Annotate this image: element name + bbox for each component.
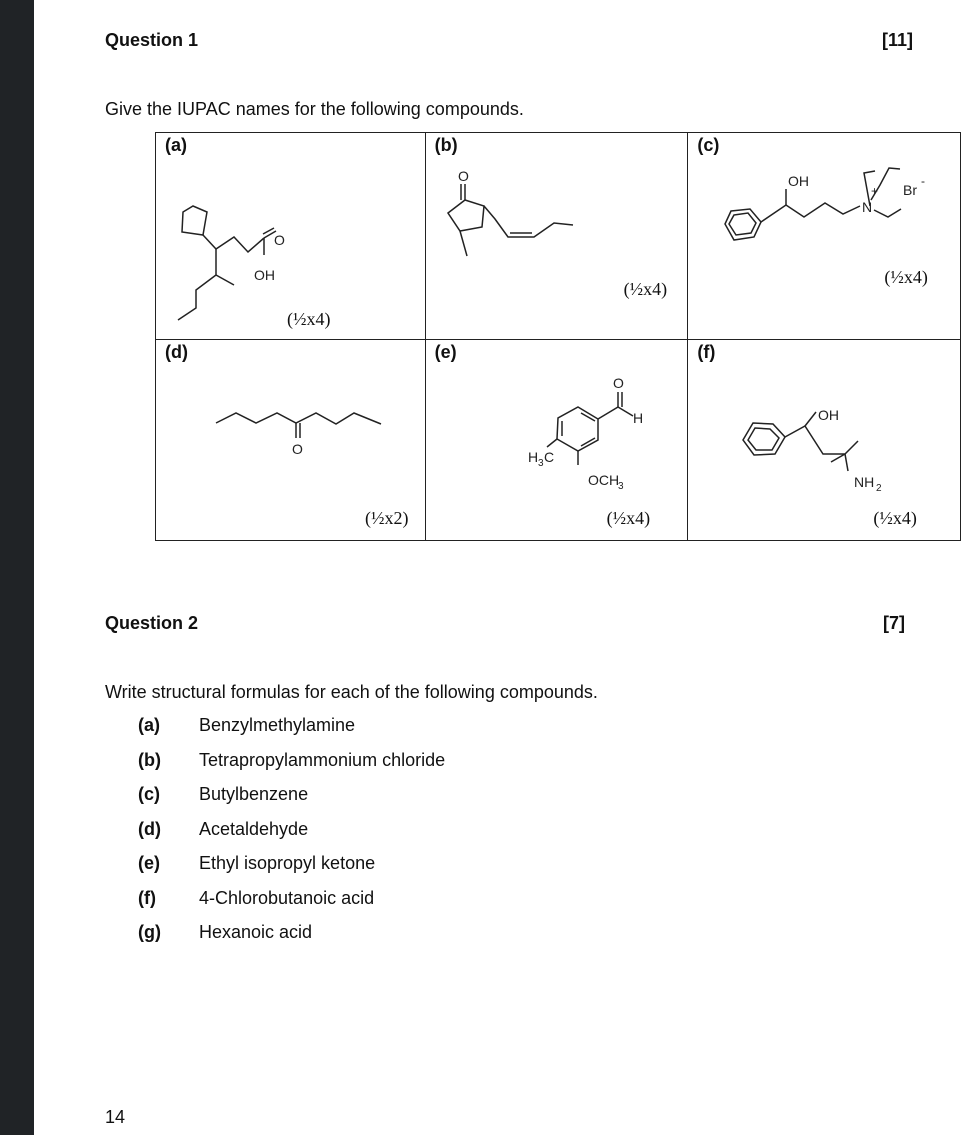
list-item-text: Butylbenzene xyxy=(199,784,309,804)
list-item-label: (g) xyxy=(138,922,161,942)
atom-c-plus: + xyxy=(871,184,879,198)
cell-d-marks: (½x2) xyxy=(365,508,409,528)
question-2-title: Question 2 xyxy=(105,613,199,633)
question-2-instruction: Write structural formulas for each of the following compounds. xyxy=(105,682,598,702)
list-item xyxy=(138,715,445,750)
cell-c xyxy=(688,133,961,340)
list-item-text: Acetaldehyde xyxy=(199,818,309,839)
cell-a xyxy=(156,133,426,340)
atom-e-o: O xyxy=(612,375,624,391)
atom-e-och: OCH xyxy=(587,472,619,488)
cell-b-marks: (½x4) xyxy=(623,279,668,299)
cell-a-label: (a) xyxy=(165,135,187,155)
atom-e-h3c-sub: 3 xyxy=(537,458,544,469)
list-item xyxy=(138,750,445,785)
atom-f-nh: NH xyxy=(854,474,875,490)
compounds-table xyxy=(155,132,961,541)
atom-e-h3c-c: C xyxy=(543,449,554,465)
atom-c-n: N xyxy=(862,199,873,215)
cell-f-label: (f) xyxy=(697,342,716,362)
list-item-text: Hexanoic acid xyxy=(199,922,313,942)
atom-e-h: H xyxy=(632,410,643,426)
question-2-marks: [7] xyxy=(883,613,905,633)
cell-d-label: (d) xyxy=(165,342,188,362)
structure-f xyxy=(688,340,960,540)
list-item xyxy=(138,853,445,888)
atom-d-o: O xyxy=(292,441,303,457)
cell-e-marks: (½x4) xyxy=(606,508,651,528)
atom-e-och3-sub: 3 xyxy=(617,481,624,492)
atom-f-oh: OH xyxy=(818,407,840,423)
atom-a-carbonyl-o: O xyxy=(274,232,285,248)
atom-e-h3c-h: H xyxy=(527,449,538,465)
list-item-text: Tetrapropylammonium chloride xyxy=(199,749,446,770)
structure-c xyxy=(688,133,960,339)
question-1-title: Question 1 xyxy=(105,30,199,50)
cell-e-label: (e) xyxy=(434,342,457,362)
cell-d xyxy=(156,340,426,541)
cell-a-marks: (½x4) xyxy=(287,309,331,329)
list-item xyxy=(138,784,445,819)
list-item-label: (f) xyxy=(138,887,156,908)
cell-c-label: (c) xyxy=(697,135,720,155)
list-item-label: (e) xyxy=(138,853,160,873)
cell-e xyxy=(425,340,688,541)
question-1-instruction: Give the IUPAC names for the following compounds. xyxy=(105,99,524,119)
cell-b xyxy=(425,133,688,340)
cell-b-label: (b) xyxy=(434,135,458,155)
atom-f-nh2-sub: 2 xyxy=(876,483,882,494)
atom-c-minus: - xyxy=(921,174,926,188)
left-margin-bar xyxy=(0,0,34,1135)
list-item-text: Ethyl isopropyl ketone xyxy=(199,853,376,873)
list-item-label: (c) xyxy=(138,784,160,804)
list-item-text: 4-Chlorobutanoic acid xyxy=(199,887,375,908)
list-item xyxy=(138,888,445,923)
list-item xyxy=(138,819,445,854)
atom-c-oh: OH xyxy=(788,173,810,189)
structure-b xyxy=(426,133,688,339)
atom-c-br: Br xyxy=(903,182,918,198)
list-item-label: (a) xyxy=(138,715,160,735)
question-1-marks: [11] xyxy=(882,30,914,50)
question-2-list xyxy=(138,715,445,957)
list-item-label: (d) xyxy=(138,818,161,839)
cell-c-marks: (½x4) xyxy=(884,267,928,287)
atom-a-oh: OH xyxy=(254,267,275,283)
cell-f-marks: (½x4) xyxy=(873,508,917,528)
page-number: 14 xyxy=(105,1107,126,1127)
atom-b-o: O xyxy=(457,168,469,184)
list-item-label: (b) xyxy=(138,749,161,770)
cell-f xyxy=(688,340,961,541)
list-item xyxy=(138,922,445,957)
list-item-text: Benzylmethylamine xyxy=(199,715,356,735)
